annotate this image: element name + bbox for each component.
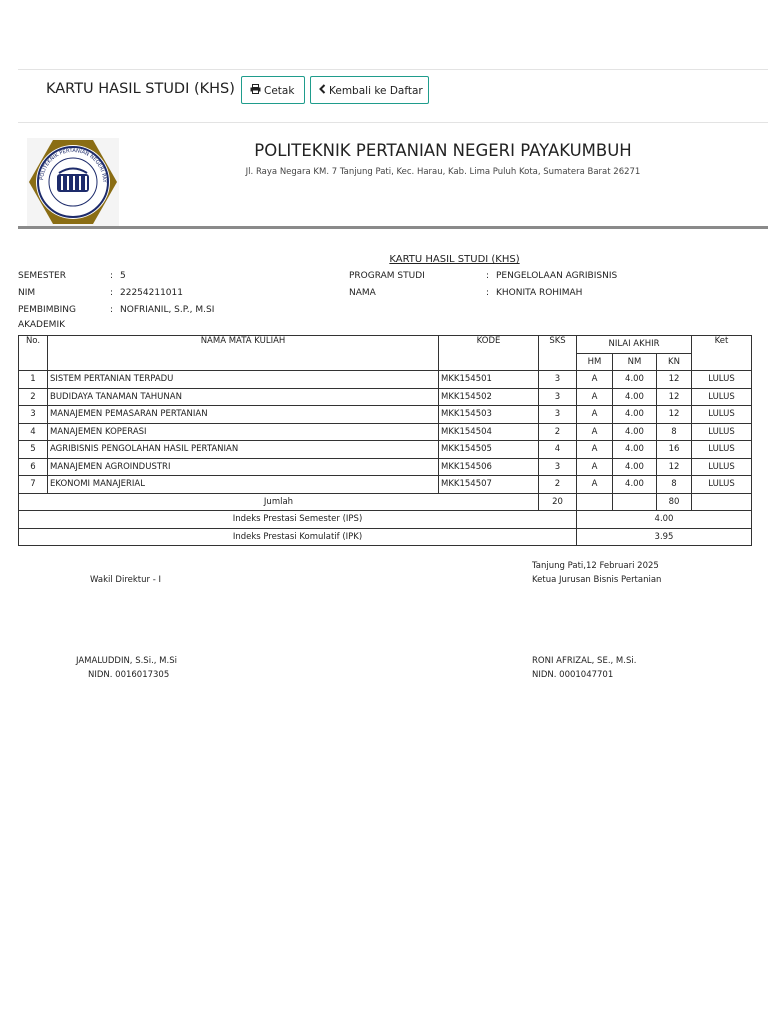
header-hm: HM (577, 353, 613, 371)
ipk-label: Indeks Prestasi Komulatif (IPK) (19, 528, 577, 546)
ips-row (19, 511, 752, 529)
cell-sks: 3 (539, 458, 577, 476)
header-kn: KN (657, 353, 692, 371)
cell-hm: A (577, 406, 613, 424)
table-row (19, 388, 752, 406)
table-row (19, 371, 752, 389)
total-hm-empty (577, 493, 613, 511)
semester-value: 5 (120, 271, 126, 281)
cell-sks: 3 (539, 371, 577, 389)
ipk-row (19, 528, 752, 546)
cell-course: MANAJEMEN PEMASARAN PERTANIAN (48, 406, 439, 424)
table-row (19, 458, 752, 476)
left-signer-role: Wakil Direktur - I (90, 575, 161, 585)
ips-label: Indeks Prestasi Semester (IPS) (19, 511, 577, 529)
cell-code: MKK154507 (439, 476, 539, 494)
cell-note: LULUS (692, 388, 752, 406)
cell-hm: A (577, 441, 613, 459)
semester-label: SEMESTER (18, 271, 67, 281)
header-final-grade: NILAI AKHIR (577, 336, 692, 354)
program-label: PROGRAM STUDI (349, 271, 425, 281)
separator: : (110, 271, 114, 281)
cell-note: LULUS (692, 441, 752, 459)
cell-sks: 4 (539, 441, 577, 459)
cell-code: MKK154502 (439, 388, 539, 406)
toolbar (18, 69, 768, 123)
total-label: Jumlah (19, 493, 539, 511)
cell-sks: 2 (539, 423, 577, 441)
table-header-row (19, 336, 752, 354)
cell-sks: 3 (539, 388, 577, 406)
right-signer-role: Ketua Jurusan Bisnis Pertanian (532, 575, 662, 585)
left-signer-name: JAMALUDDIN, S.Si., M.Si (76, 656, 177, 666)
cell-course: MANAJEMEN AGROINDUSTRI (48, 458, 439, 476)
cell-note: LULUS (692, 371, 752, 389)
separator: : (486, 288, 490, 298)
back-label: Kembali ke Daftar (329, 85, 423, 97)
cell-no: 3 (19, 406, 48, 424)
table-row (19, 423, 752, 441)
cell-no: 6 (19, 458, 48, 476)
right-signer-name: RONI AFRIZAL, SE., M.Si. (532, 656, 637, 666)
header-code: KODE (439, 336, 539, 371)
right-signer-id: NIDN. 0001047701 (532, 670, 614, 680)
cell-code: MKK154504 (439, 423, 539, 441)
header-divider (18, 226, 768, 229)
grades-table (18, 335, 752, 546)
table-row (19, 406, 752, 424)
cell-code: MKK154506 (439, 458, 539, 476)
cell-note: LULUS (692, 476, 752, 494)
separator: : (110, 305, 114, 315)
institution-logo (27, 138, 119, 226)
cell-kn: 16 (657, 441, 692, 459)
advisor-label-2: AKADEMIK (18, 320, 65, 330)
separator: : (110, 288, 114, 298)
cell-kn: 12 (657, 458, 692, 476)
advisor-value: NOFRIANIL, S.P., M.SI (120, 305, 215, 315)
nim-value: 22254211011 (120, 288, 183, 298)
cell-course: MANAJEMEN KOPERASI (48, 423, 439, 441)
cell-no: 4 (19, 423, 48, 441)
cell-kn: 12 (657, 371, 692, 389)
institution-name: POLITEKNIK PERTANIAN NEGERI PAYAKUMBUH (254, 141, 632, 160)
cell-code: MKK154501 (439, 371, 539, 389)
cell-hm: A (577, 388, 613, 406)
toolbar-title: KARTU HASIL STUDI (KHS) (46, 81, 235, 97)
table-row (19, 476, 752, 494)
cell-note: LULUS (692, 458, 752, 476)
cell-kn: 8 (657, 423, 692, 441)
cell-no: 5 (19, 441, 48, 459)
cell-course: AGRIBISNIS PENGOLAHAN HASIL PERTANIAN (48, 441, 439, 459)
cell-sks: 2 (539, 476, 577, 494)
cell-hm: A (577, 371, 613, 389)
cell-hm: A (577, 423, 613, 441)
total-row (19, 493, 752, 511)
document-title: KARTU HASIL STUDI (KHS) (389, 254, 520, 265)
cell-course: BUDIDAYA TANAMAN TAHUNAN (48, 388, 439, 406)
chevron-left-icon (319, 77, 326, 105)
ips-value: 4.00 (577, 511, 752, 529)
header-nm: NM (613, 353, 657, 371)
cell-sks: 3 (539, 406, 577, 424)
print-button[interactable] (241, 76, 305, 104)
cell-no: 7 (19, 476, 48, 494)
cell-kn: 12 (657, 388, 692, 406)
back-to-list-button[interactable] (310, 76, 429, 104)
cell-code: MKK154505 (439, 441, 539, 459)
header-note: Ket (692, 336, 752, 371)
cell-nm: 4.00 (613, 441, 657, 459)
table-row (19, 441, 752, 459)
cell-no: 1 (19, 371, 48, 389)
cell-code: MKK154503 (439, 406, 539, 424)
total-sks: 20 (539, 493, 577, 511)
institution-address: Jl. Raya Negara KM. 7 Tanjung Pati, Kec. Harau, Kab. Lima Puluh Kota, Sumatera Barat 26271 (245, 167, 641, 177)
cell-note: LULUS (692, 423, 752, 441)
total-nm-empty (613, 493, 657, 511)
left-signer-id: NIDN. 0016017305 (88, 670, 170, 680)
advisor-label: PEMBIMBING (18, 305, 77, 315)
print-label: Cetak (264, 85, 295, 97)
total-kn: 80 (657, 493, 692, 511)
cell-hm: A (577, 476, 613, 494)
cell-course: SISTEM PERTANIAN TERPADU (48, 371, 439, 389)
header-course: NAMA MATA KULIAH (48, 336, 439, 371)
svg-text:POLITEKNIK PERTANIAN NEGERI PA: POLITEKNIK PERTANIAN NEGERI PAY (39, 147, 108, 183)
cell-course: EKONOMI MANAJERIAL (48, 476, 439, 494)
cell-nm: 4.00 (613, 458, 657, 476)
cell-nm: 4.00 (613, 476, 657, 494)
cell-nm: 4.00 (613, 371, 657, 389)
separator: : (486, 271, 490, 281)
cell-kn: 12 (657, 406, 692, 424)
cell-note: LULUS (692, 406, 752, 424)
name-label: NAMA (349, 288, 376, 298)
cell-kn: 8 (657, 476, 692, 494)
place-date: Tanjung Pati,12 Februari 2025 (532, 561, 659, 571)
grade-rows (19, 371, 752, 494)
cell-nm: 4.00 (613, 388, 657, 406)
total-note-empty (692, 493, 752, 511)
student-name-value: KHONITA ROHIMAH (496, 288, 583, 298)
cell-nm: 4.00 (613, 406, 657, 424)
ipk-value: 3.95 (577, 528, 752, 546)
header-sks: SKS (539, 336, 577, 371)
nim-label: NIM (18, 288, 36, 298)
cell-nm: 4.00 (613, 423, 657, 441)
cell-hm: A (577, 458, 613, 476)
cell-no: 2 (19, 388, 48, 406)
printer-icon (250, 77, 261, 105)
program-value: PENGELOLAAN AGRIBISNIS (496, 271, 618, 281)
header-no: No. (19, 336, 48, 371)
